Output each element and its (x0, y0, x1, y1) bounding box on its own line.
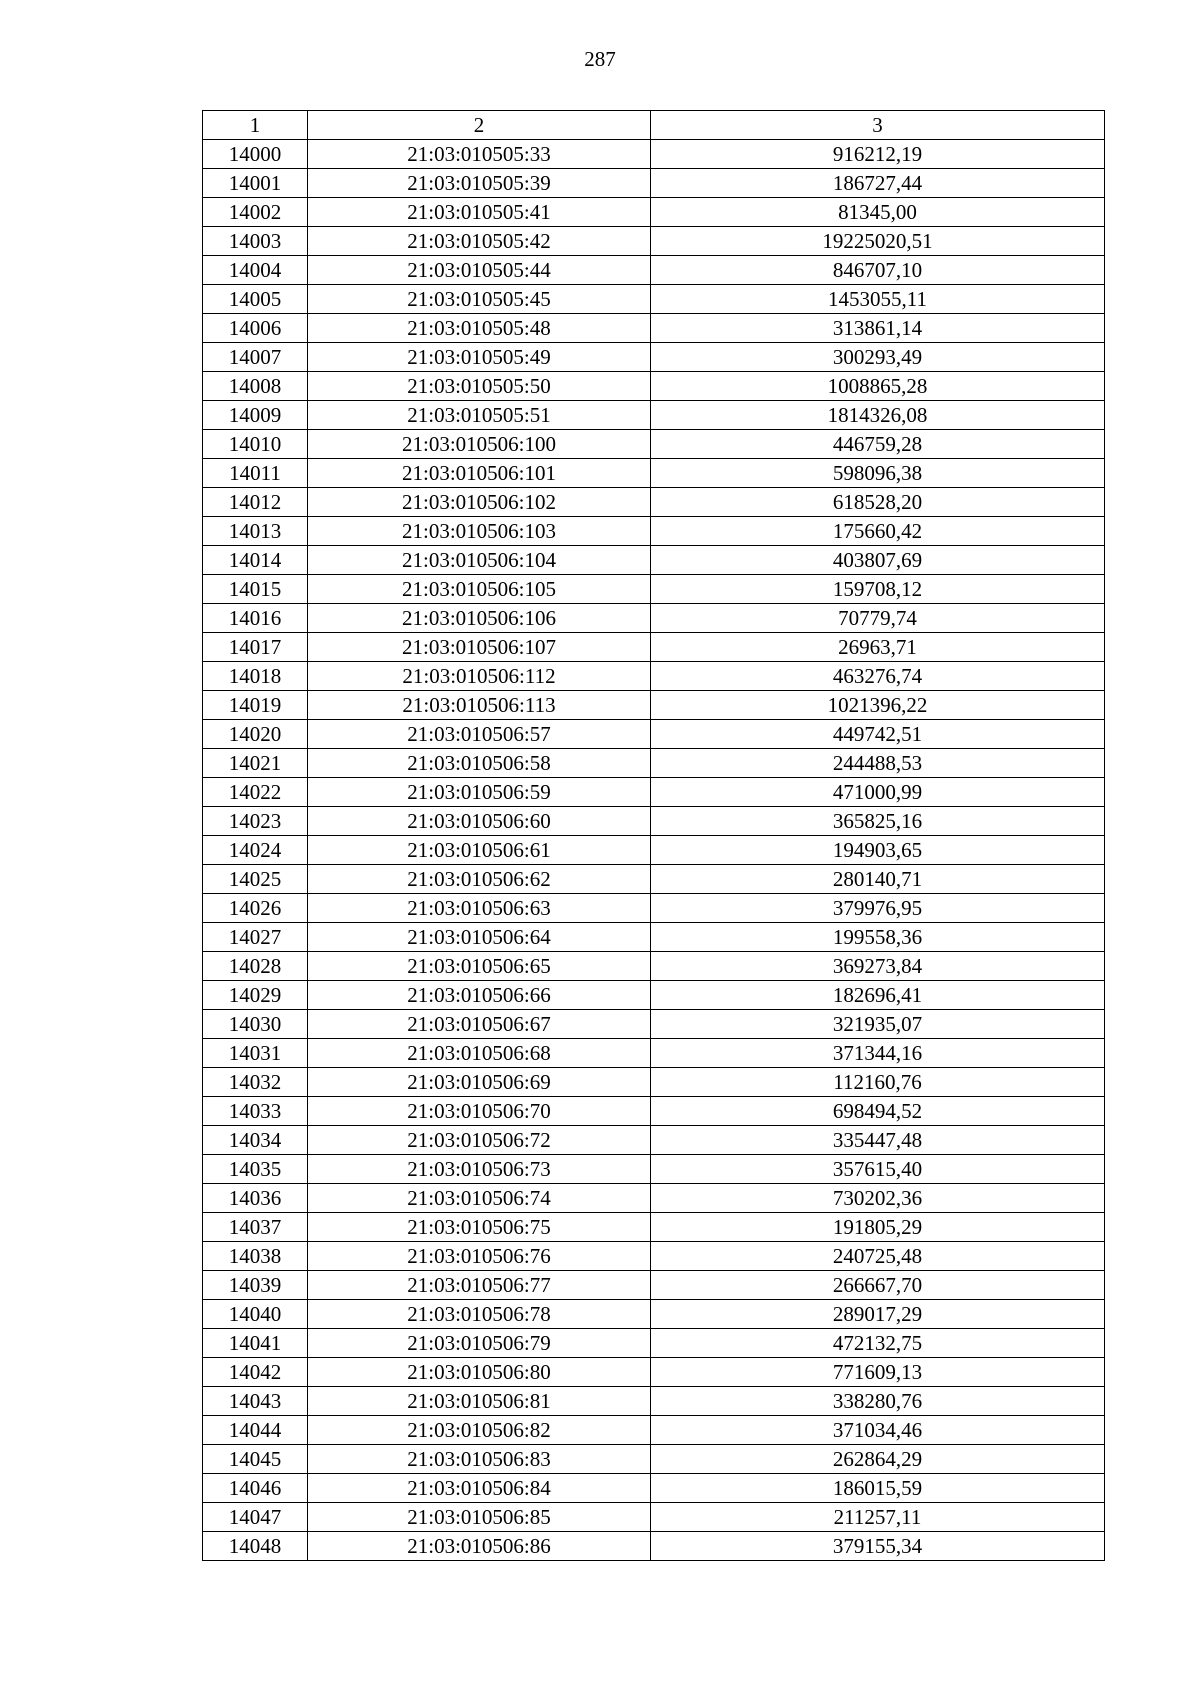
row-number-cell: 14033 (203, 1097, 308, 1126)
table-row (203, 1155, 1105, 1184)
cadastral-value-cell: 1008865,28 (651, 372, 1105, 401)
cadastral-number-cell: 21:03:010506:63 (308, 894, 651, 923)
row-number-cell: 14012 (203, 488, 308, 517)
table-row (203, 488, 1105, 517)
table-row (203, 778, 1105, 807)
cadastral-number-cell: 21:03:010506:61 (308, 836, 651, 865)
row-number-cell: 14018 (203, 662, 308, 691)
row-number-cell: 14036 (203, 1184, 308, 1213)
cadastral-number-cell: 21:03:010506:105 (308, 575, 651, 604)
row-number-cell: 14004 (203, 256, 308, 285)
cadastral-number-cell: 21:03:010506:60 (308, 807, 651, 836)
cadastral-value-cell: 335447,48 (651, 1126, 1105, 1155)
page-number: 287 (584, 47, 616, 71)
table-row (203, 1532, 1105, 1561)
cadastral-number-cell: 21:03:010506:57 (308, 720, 651, 749)
cadastral-number-cell: 21:03:010506:103 (308, 517, 651, 546)
row-number-cell: 14026 (203, 894, 308, 923)
row-number-cell: 14048 (203, 1532, 308, 1561)
cadastral-value-cell: 338280,76 (651, 1387, 1105, 1416)
row-number-cell: 14043 (203, 1387, 308, 1416)
cadastral-value-cell: 70779,74 (651, 604, 1105, 633)
cadastral-number-cell: 21:03:010506:84 (308, 1474, 651, 1503)
table-row (203, 1097, 1105, 1126)
cadastral-value-cell: 199558,36 (651, 923, 1105, 952)
table-row (203, 865, 1105, 894)
table-row (203, 459, 1105, 488)
row-number-cell: 14025 (203, 865, 308, 894)
table-row (203, 1010, 1105, 1039)
table-row (203, 1213, 1105, 1242)
cadastral-number-cell: 21:03:010506:76 (308, 1242, 651, 1271)
table-row (203, 923, 1105, 952)
cadastral-number-cell: 21:03:010506:73 (308, 1155, 651, 1184)
cadastral-number-cell: 21:03:010506:58 (308, 749, 651, 778)
table-row (203, 140, 1105, 169)
cadastral-value-cell: 266667,70 (651, 1271, 1105, 1300)
cadastral-number-cell: 21:03:010506:68 (308, 1039, 651, 1068)
cadastral-value-cell: 369273,84 (651, 952, 1105, 981)
table-row (203, 517, 1105, 546)
row-number-cell: 14035 (203, 1155, 308, 1184)
cadastral-number-cell: 21:03:010506:80 (308, 1358, 651, 1387)
cadastral-number-cell: 21:03:010506:81 (308, 1387, 651, 1416)
cadastral-value-cell: 112160,76 (651, 1068, 1105, 1097)
cadastral-number-cell: 21:03:010506:72 (308, 1126, 651, 1155)
row-number-cell: 14009 (203, 401, 308, 430)
table-row (203, 749, 1105, 778)
cadastral-value-cell: 280140,71 (651, 865, 1105, 894)
cadastral-number-cell: 21:03:010505:42 (308, 227, 651, 256)
cadastral-number-cell: 21:03:010506:74 (308, 1184, 651, 1213)
row-number-cell: 14008 (203, 372, 308, 401)
cadastral-value-cell: 365825,16 (651, 807, 1105, 836)
table-row (203, 836, 1105, 865)
table-row (203, 285, 1105, 314)
table-body (203, 140, 1105, 1561)
cadastral-value-cell: 771609,13 (651, 1358, 1105, 1387)
cadastral-number-cell: 21:03:010505:45 (308, 285, 651, 314)
cadastral-value-cell: 321935,07 (651, 1010, 1105, 1039)
table-row (203, 720, 1105, 749)
cadastral-value-cell: 463276,74 (651, 662, 1105, 691)
cadastral-number-cell: 21:03:010506:66 (308, 981, 651, 1010)
table-row (203, 372, 1105, 401)
cadastral-value-cell: 211257,11 (651, 1503, 1105, 1532)
table-row (203, 546, 1105, 575)
cadastral-value-cell: 371344,16 (651, 1039, 1105, 1068)
table-row (203, 169, 1105, 198)
cadastral-value-cell: 19225020,51 (651, 227, 1105, 256)
cadastral-number-cell: 21:03:010506:106 (308, 604, 651, 633)
table-row (203, 314, 1105, 343)
cadastral-value-cell: 159708,12 (651, 575, 1105, 604)
table-row (203, 1300, 1105, 1329)
table-row (203, 1445, 1105, 1474)
cadastral-value-cell: 1021396,22 (651, 691, 1105, 720)
cadastral-number-cell: 21:03:010506:102 (308, 488, 651, 517)
row-number-cell: 14020 (203, 720, 308, 749)
row-number-cell: 14005 (203, 285, 308, 314)
cadastral-value-cell: 1814326,08 (651, 401, 1105, 430)
cadastral-number-cell: 21:03:010505:48 (308, 314, 651, 343)
cadastral-value-cell: 471000,99 (651, 778, 1105, 807)
cadastral-number-cell: 21:03:010506:107 (308, 633, 651, 662)
cadastral-value-cell: 618528,20 (651, 488, 1105, 517)
table-row (203, 198, 1105, 227)
cadastral-value-cell: 244488,53 (651, 749, 1105, 778)
cadastral-number-cell: 21:03:010505:39 (308, 169, 651, 198)
row-number-cell: 14027 (203, 923, 308, 952)
cadastral-value-cell: 313861,14 (651, 314, 1105, 343)
row-number-cell: 14040 (203, 1300, 308, 1329)
row-number-cell: 14045 (203, 1445, 308, 1474)
cadastral-number-cell: 21:03:010506:59 (308, 778, 651, 807)
cadastral-value-cell: 182696,41 (651, 981, 1105, 1010)
cadastral-value-cell: 846707,10 (651, 256, 1105, 285)
cadastral-number-cell: 21:03:010506:65 (308, 952, 651, 981)
column-header-2: 2 (308, 111, 651, 140)
cadastral-number-cell: 21:03:010506:113 (308, 691, 651, 720)
cadastral-value-cell: 186727,44 (651, 169, 1105, 198)
table-row (203, 1126, 1105, 1155)
row-number-cell: 14031 (203, 1039, 308, 1068)
cadastral-number-cell: 21:03:010505:41 (308, 198, 651, 227)
cadastral-number-cell: 21:03:010506:64 (308, 923, 651, 952)
row-number-cell: 14001 (203, 169, 308, 198)
cadastral-value-cell: 175660,42 (651, 517, 1105, 546)
row-number-cell: 14046 (203, 1474, 308, 1503)
table-row (203, 807, 1105, 836)
cadastral-value-cell: 1453055,11 (651, 285, 1105, 314)
table-row (203, 662, 1105, 691)
cadastral-value-cell: 598096,38 (651, 459, 1105, 488)
row-number-cell: 14037 (203, 1213, 308, 1242)
cadastral-value-cell: 289017,29 (651, 1300, 1105, 1329)
row-number-cell: 14014 (203, 546, 308, 575)
cadastral-value-cell: 26963,71 (651, 633, 1105, 662)
cadastral-number-cell: 21:03:010506:83 (308, 1445, 651, 1474)
row-number-cell: 14007 (203, 343, 308, 372)
row-number-cell: 14002 (203, 198, 308, 227)
cadastral-value-table (202, 110, 1105, 1561)
table-row (203, 894, 1105, 923)
table-row (203, 227, 1105, 256)
cadastral-value-cell: 449742,51 (651, 720, 1105, 749)
table-row (203, 1242, 1105, 1271)
row-number-cell: 14011 (203, 459, 308, 488)
cadastral-number-cell: 21:03:010506:101 (308, 459, 651, 488)
cadastral-value-cell: 262864,29 (651, 1445, 1105, 1474)
table-row (203, 1329, 1105, 1358)
table-row (203, 256, 1105, 285)
row-number-cell: 14006 (203, 314, 308, 343)
row-number-cell: 14030 (203, 1010, 308, 1039)
table-row (203, 981, 1105, 1010)
row-number-cell: 14010 (203, 430, 308, 459)
table-row (203, 1503, 1105, 1532)
cadastral-number-cell: 21:03:010506:85 (308, 1503, 651, 1532)
row-number-cell: 14017 (203, 633, 308, 662)
row-number-cell: 14029 (203, 981, 308, 1010)
table-row (203, 430, 1105, 459)
cadastral-value-cell: 446759,28 (651, 430, 1105, 459)
cadastral-value-cell: 357615,40 (651, 1155, 1105, 1184)
cadastral-number-cell: 21:03:010505:49 (308, 343, 651, 372)
row-number-cell: 14000 (203, 140, 308, 169)
table-row (203, 1474, 1105, 1503)
row-number-cell: 14042 (203, 1358, 308, 1387)
cadastral-number-cell: 21:03:010506:70 (308, 1097, 651, 1126)
cadastral-value-cell: 472132,75 (651, 1329, 1105, 1358)
row-number-cell: 14019 (203, 691, 308, 720)
cadastral-number-cell: 21:03:010506:67 (308, 1010, 651, 1039)
cadastral-number-cell: 21:03:010505:51 (308, 401, 651, 430)
row-number-cell: 14034 (203, 1126, 308, 1155)
cadastral-value-cell: 379976,95 (651, 894, 1105, 923)
row-number-cell: 14021 (203, 749, 308, 778)
header-row (203, 111, 1105, 140)
row-number-cell: 14044 (203, 1416, 308, 1445)
cadastral-value-cell: 916212,19 (651, 140, 1105, 169)
cadastral-number-cell: 21:03:010506:75 (308, 1213, 651, 1242)
cadastral-value-cell: 191805,29 (651, 1213, 1105, 1242)
row-number-cell: 14015 (203, 575, 308, 604)
cadastral-number-cell: 21:03:010506:104 (308, 546, 651, 575)
table-row (203, 1387, 1105, 1416)
cadastral-value-cell: 194903,65 (651, 836, 1105, 865)
table-row (203, 691, 1105, 720)
row-number-cell: 14028 (203, 952, 308, 981)
cadastral-value-cell: 698494,52 (651, 1097, 1105, 1126)
row-number-cell: 14023 (203, 807, 308, 836)
table-row (203, 1184, 1105, 1213)
table-row (203, 633, 1105, 662)
cadastral-value-cell: 371034,46 (651, 1416, 1105, 1445)
cadastral-value-cell: 81345,00 (651, 198, 1105, 227)
table-row (203, 1271, 1105, 1300)
row-number-cell: 14022 (203, 778, 308, 807)
column-header-1: 1 (203, 111, 308, 140)
row-number-cell: 14038 (203, 1242, 308, 1271)
cadastral-number-cell: 21:03:010505:50 (308, 372, 651, 401)
table-row (203, 604, 1105, 633)
row-number-cell: 14041 (203, 1329, 308, 1358)
table-header (203, 111, 1105, 140)
cadastral-number-cell: 21:03:010506:100 (308, 430, 651, 459)
cadastral-number-cell: 21:03:010506:77 (308, 1271, 651, 1300)
cadastral-value-cell: 186015,59 (651, 1474, 1105, 1503)
cadastral-number-cell: 21:03:010506:79 (308, 1329, 651, 1358)
table-row (203, 343, 1105, 372)
cadastral-number-cell: 21:03:010506:62 (308, 865, 651, 894)
table-row (203, 401, 1105, 430)
row-number-cell: 14003 (203, 227, 308, 256)
cadastral-value-cell: 730202,36 (651, 1184, 1105, 1213)
cadastral-number-cell: 21:03:010506:69 (308, 1068, 651, 1097)
table-row (203, 1039, 1105, 1068)
row-number-cell: 14039 (203, 1271, 308, 1300)
row-number-cell: 14013 (203, 517, 308, 546)
cadastral-number-cell: 21:03:010506:86 (308, 1532, 651, 1561)
row-number-cell: 14032 (203, 1068, 308, 1097)
table-row (203, 1416, 1105, 1445)
cadastral-number-cell: 21:03:010506:78 (308, 1300, 651, 1329)
row-number-cell: 14016 (203, 604, 308, 633)
cadastral-number-cell: 21:03:010505:33 (308, 140, 651, 169)
table-row (203, 575, 1105, 604)
column-header-3: 3 (651, 111, 1105, 140)
row-number-cell: 14024 (203, 836, 308, 865)
table-row (203, 952, 1105, 981)
cadastral-number-cell: 21:03:010505:44 (308, 256, 651, 285)
cadastral-value-cell: 403807,69 (651, 546, 1105, 575)
cadastral-number-cell: 21:03:010506:82 (308, 1416, 651, 1445)
table-row (203, 1358, 1105, 1387)
cadastral-value-cell: 379155,34 (651, 1532, 1105, 1561)
cadastral-value-cell: 240725,48 (651, 1242, 1105, 1271)
cadastral-value-cell: 300293,49 (651, 343, 1105, 372)
table-row (203, 1068, 1105, 1097)
cadastral-number-cell: 21:03:010506:112 (308, 662, 651, 691)
row-number-cell: 14047 (203, 1503, 308, 1532)
